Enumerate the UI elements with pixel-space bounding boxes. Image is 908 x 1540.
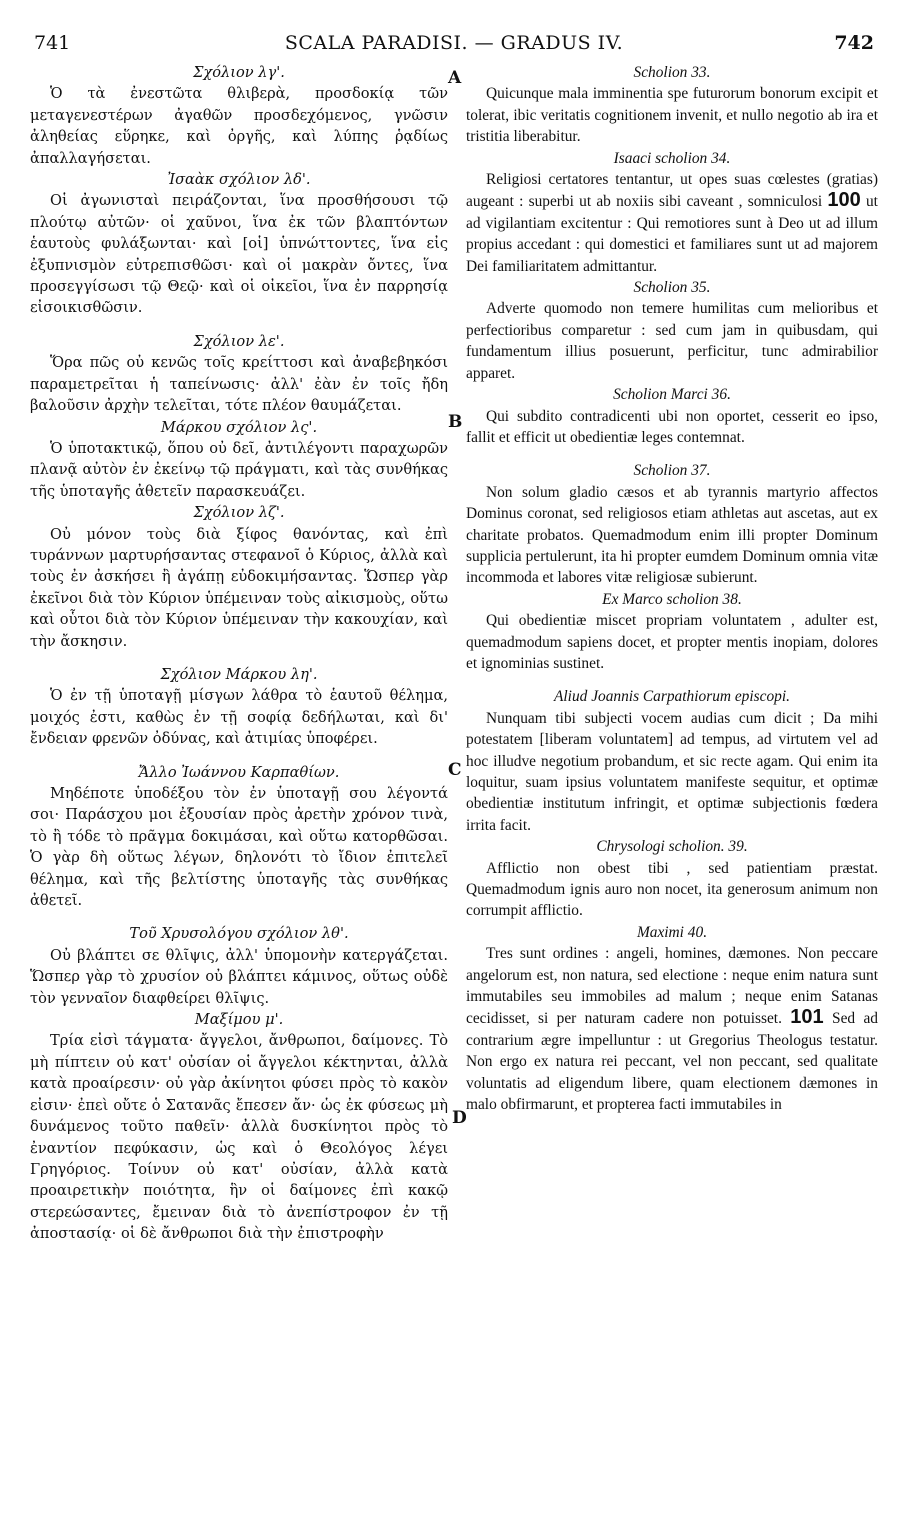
section-heading: Scholion 35.: [633, 279, 711, 297]
section-text: Ὁ τὰ ἐνεστῶτα θλιβερὰ, προσδοκίᾳ τῶν μεταγενεστέρων ἀγαθῶν προσδεχόμενος, γνῶσιν ἀληθείας εὕρηκε, καὶ ὀργῆς, καὶ λύπης ῥᾳδίως ἀπαλλαγήσεται.: [30, 85, 448, 167]
latin-section: [466, 148, 878, 277]
greek-section: [30, 664, 448, 750]
left-page-number: 741: [34, 32, 71, 54]
latin-section: [466, 836, 878, 922]
latin-section: [466, 460, 878, 588]
right-page-number: 742: [834, 32, 874, 54]
section-heading: Σχόλιον Μάρκου λη'.: [160, 665, 318, 683]
greek-section: [30, 923, 448, 1009]
section-text: Qui obedientiæ miscet propriam voluntatem , adulter est, quemadmodum sapiens docet, et propter mentis inopiam, dolores et ignominias sustinet.: [466, 612, 878, 672]
section-heading: Scholion Marci 36.: [613, 386, 731, 404]
latin-column: [466, 62, 878, 1116]
running-header: [30, 32, 878, 58]
section-heading: Ex Marco scholion 38.: [602, 590, 742, 608]
greek-section: [30, 331, 448, 417]
section-heading: Aliud Joannis Carpathiorum episcopi.: [554, 688, 790, 706]
greek-section: [30, 169, 448, 319]
section-text: [466, 169, 878, 277]
section-text: Ὅρα πῶς οὐ κενῶς τοῖς κρείττοσι καὶ ἀναβεβηκόσι παραμετρεῖται ἡ ταπείνωσις· ἀλλ' ἐὰν ἐν τοῖς ἤδη βαλοῦσιν ἀρχὴν τελεῖται, τότε πλέον θαυμάζεται.: [30, 354, 448, 415]
section-text: Μηδέποτε ὑποδέξου τὸν ἐν ὑποταγῇ σου λέγοντά σοι· Παράσχου μοι ἐξουσίαν πρὸς ἀρετὴν χρόνον τινὰ, τὸ ἢ τόδε τὸ πρᾶγμα δοκιμάσαι, καὶ οὕτω κατορθῶσαι. Ὁ γὰρ δὴ οὕτως λέγων, δηλονότι τὸ ἴδιον ἐπιτελεῖ θέλημα, καὶ τῆς βελτίστης ὑποταγῆς τὰς συνθήκας ἀθετεῖ.: [30, 785, 448, 910]
greek-section: [30, 1009, 448, 1244]
section-heading: Μάρκου σχόλιον λς'.: [160, 418, 318, 436]
text-part: Sed ad contrarium ægre impelluntur : ut Gregorius Theologus testatur. Non ergo ex natura rei peccant, vel non peccant, sed qualitate voluntatis ad eligendum libere, quam electionem dæmones in malo obfirmarunt, et propterea facti immutabiles in: [466, 1010, 878, 1114]
latin-section: [466, 922, 878, 1116]
section-text: Τρία εἰσὶ τάγματα· ἄγγελοι, ἄνθρωποι, δαίμονες. Τὸ μὴ πίπτειν οὐ κατ' οὐσίαν οἱ ἄγγελοι κέκτηνται, ἀλλὰ κατὰ προαίρεσιν· οὐ γὰρ ἀκίνητοι φύσει πρὸς τὸ κακὸν εἰσιν· ἐπεὶ οὔτε ὁ Σατανᾶς ἔπεσεν ἄν· ὡς ἐκ φύσεως μὴ δυνάμενος τοῦτο παθεῖν· ἀλλὰ δυσκίνητοι πρὸς τὸ ἐναντίον πεφύκασιν, ὡς καὶ ὁ Θεολόγος λέγει Γρηγόριος. Τοίνυν οὐ κατ' οὐσίαν, ἀλλὰ κατὰ προαιρετικὴν ποιότητα, ἣν οἱ δαίμονες ἐπὶ κακῷ στερεώσαντες, ἔμειναν διὰ τὸ ἀνεπίστροφον ἐν τῇ ἀποστασίᾳ· οἱ δὲ ἄνθρωποι διὰ τὴν ἐπιστροφὴν: [30, 1032, 448, 1243]
margin-letter-c: C: [448, 760, 462, 780]
latin-section: [466, 686, 878, 836]
section-text: Οὐ βλάπτει σε θλῖψις, ἀλλ' ὑπομονὴν κατεργάζεται. Ὥσπερ γὰρ τὸ χρυσίον οὐ βλάπτει κάμινος, οὕτως οὐδὲ τὸν γενναῖον διαφθείρει θλῖψις.: [30, 946, 448, 1007]
section-heading: Σχόλιον λζ'.: [193, 504, 285, 522]
section-text: Qui subdito contradicenti ubi non oportet, cesserit eo ipso, fallit et efficit ut obedientiæ leges contemnat.: [466, 407, 878, 446]
margin-letter-d: D: [452, 1108, 467, 1128]
section-text: Adverte quomodo non temere humilitas cum melioribus et perfectioribus comparetur : sed cum jam in quibusdam, qui fundamentum illius posuerunt, perficitur, tunc admirabilior apparet.: [466, 300, 878, 382]
section-text: Afflictio non obest tibi , sed patientiam præstat. Quemadmodum ignis auro non nocet, ita generosum animum non corrumpit afflictio.: [466, 859, 878, 920]
latin-section: [466, 589, 878, 675]
latin-section: [466, 384, 878, 448]
section-heading: Τοῦ Χρυσολόγου σχόλιον λθ'.: [129, 925, 349, 943]
section-heading: Scholion 37.: [633, 462, 711, 480]
text-part: ut ad vigilantiam excitentur : Qui remotiores sunt à Deo ut ad illum propius accedant : qui domestici et familiares sunt ut ad majorem Dei familiaritatem admittantur.: [466, 193, 878, 275]
section-heading: Scholion 33.: [633, 64, 711, 81]
margin-letter-b: B: [448, 412, 463, 432]
section-text: Οὐ μόνον τοὺς διὰ ξίφος θανόντας, καὶ ἐπὶ τυράννων μαρτυρήσαντας στεφανοῖ ὁ Κύριος, ἀλλὰ καὶ τοὺς ἐν ἀσκήσει ἢ ἀγάπῃ εὐδοκιμήσαντας. Ὥσπερ γὰρ ἐκεῖνοι διὰ τὸν Κύριον ὑπέμειναν τοὺς αἰκισμοὺς, οὕτω καὶ οὗτοι διὰ τὸν Κύριον ὑπέμειναν τὴν κακουχίαν, καὶ τὴν ἄσκησιν.: [30, 525, 448, 650]
greek-section: [30, 62, 448, 169]
section-text: Ὁ ὑποτακτικῷ, ὅπου οὐ δεῖ, ἀντιλέγοντι παραχωρῶν πλανᾷ αὐτὸν ἐν ἐκείνῳ τῷ πράγματι, καὶ τὰς συνθήκας τῆς ὑποταγῆς ἀθετεῖν παρασκευάζει.: [30, 439, 448, 500]
section-text: Οἱ ἀγωνισταὶ πειράζονται, ἵνα προσθήσουσι τῷ πλούτῳ αὐτῶν· οἱ χαῦνοι, ἵνα ἐκ τῶν βλαπτόντων ἑαυτοὺς φυλάξωνται· καὶ [οἱ] ὑπνώττοντες, ἵνα εἰς ἐξυπνισμὸν εὐτρεπισθῶσι· καὶ οἱ μακρὰν ὄντες, ἵνα προσεγγίσωσι τῷ Θεῷ· καὶ οἱ οἰκεῖοι, ἵνα ἐν παρρησίᾳ εἰσοικισθῶσιν.: [30, 192, 448, 317]
section-heading: Σχόλιον λε'.: [193, 332, 285, 350]
section-heading: Ἄλλο Ἰωάννου Καρπαθίων.: [138, 763, 340, 781]
section-text: Quicunque mala imminentia spe futurorum bonorum excipit et tolerat, ibic veritatis cognitionem invenit, et nullo negotio ab ira et tristitia liberabitur.: [466, 85, 878, 146]
section-heading: Maximi 40.: [636, 923, 708, 941]
section-heading: Ἰσαὰκ σχόλιον λδ'.: [167, 171, 311, 189]
margin-letter-a: A: [448, 68, 462, 88]
section-text: [466, 943, 878, 1115]
latin-section: [466, 62, 878, 148]
latin-section: [466, 277, 878, 384]
section-text: Non solum gladio cæsos et ab tyrannis martyrio affectos Dominus coronat, sed religiosos etiam athletas aut ascetas, aut ex charitate probatos. Quemadmodum enim illi propter Dominum supplicia pertulerunt, ita hi propter eumdem Dominum omnia vitæ incommoda et labores vitæ religiosæ subierunt.: [466, 483, 878, 587]
section-text: Ὁ ἐν τῇ ὑποταγῇ μίσγων λάθρα τὸ ἑαυτοῦ θέλημα, μοιχός ἐστι, καθὼς ἐν τῇ σοφίᾳ δεδήλωται, καὶ δι' ἔνδειαν φρενῶν ὀδύνας, καὶ ἀτιμίας ὑποφέρει.: [30, 687, 448, 748]
greek-section: [30, 762, 448, 912]
section-heading: Μαξίμου μ'.: [194, 1011, 284, 1029]
section-text: Nunquam tibi subjecti vocem audias cum dicit ; Da mihi potestatem [liberam voluntatem] ad tempus, ad virtutem vel ad hoc illudve negotium probandum, et sic recte agam. Qui enim ita loquitur, suam ipsius voluntatem manifeste sequitur, et optimæ obedientiæ institutum infringit, et optimæ subjectionis fœdera irrita facit.: [466, 709, 878, 834]
edition-column-number: 100: [827, 189, 861, 212]
running-title: SCALA PARADISI. — GRADUS IV.: [284, 32, 624, 54]
section-heading: Chrysologi scholion. 39.: [596, 838, 748, 856]
edition-column-number: 101: [790, 1006, 824, 1029]
text-part: Tres sunt ordines : angeli, homines, dæmones. Non peccare angelorum est, non natura, sed electione : neque enim natura sunt immutabiles seu immobiles ad malum ; neque enim Satanas cecidisset, si per naturam cadere non potuisset.: [466, 945, 878, 1028]
greek-section: [30, 417, 448, 503]
section-heading: Σχόλιον λγ'.: [193, 64, 285, 81]
section-heading: Isaaci scholion 34.: [613, 149, 731, 167]
greek-section: [30, 502, 448, 652]
greek-column: [30, 62, 448, 1245]
text-part: Religiosi certatores tentantur, ut opes suas cœlestes (gratias) augeant : superbi ut ab noxiis sibi caveant , somniculosi: [466, 171, 878, 211]
